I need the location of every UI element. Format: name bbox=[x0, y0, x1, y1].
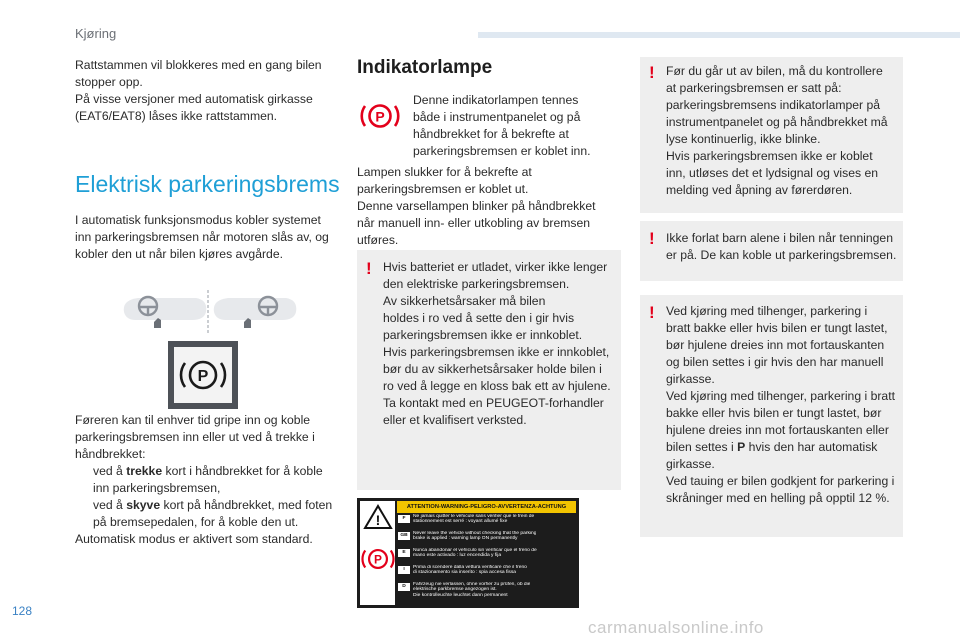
warning-mark-icon: ! bbox=[649, 229, 655, 248]
label-row-i: I Prima di scendere dalla vettura verificare che il freno di stazionamento sia inserito : spia accesa fissa bbox=[398, 565, 576, 582]
svg-text:P: P bbox=[197, 368, 209, 385]
warning-mark-icon: ! bbox=[649, 303, 655, 322]
parking-lamp-icon bbox=[360, 96, 400, 136]
label-row-d: D Fahrzeug nie verlassen, ohne vorher zu prüfen, ob die elektrische parkbremse angezogen ist. Die kontrolleuchte leuchtet dann permanent bbox=[398, 582, 576, 604]
svg-text:P: P bbox=[374, 552, 382, 567]
watermark: carmanualsonline.info bbox=[588, 618, 764, 637]
children-warning-box: ! Ikke forlat barn alene i bilen når tenningen er på. De kan koble ut parkeringsbremsen. bbox=[640, 221, 903, 281]
indicator-title: Indikatorlampe bbox=[357, 57, 493, 78]
warning-mark-icon: ! bbox=[366, 259, 372, 278]
label-row-e: E Nunca abandonar el vehículo sin verificar que el freno de mano este activado : luz encendida y fija bbox=[398, 548, 576, 565]
lamp-description: Denne indikatorlampen tennes både i instrumentpanelet og på håndbrekket for å bekrefte at parkeringsbremsen er koblet inn. bbox=[413, 93, 591, 158]
header-bar bbox=[478, 32, 960, 38]
section-title: Elektrisk parkeringsbrems bbox=[75, 171, 340, 197]
label-row-gb: GB Never leave the vehicle without checking that the parking brake is applied : warning lamp ON permanently bbox=[398, 531, 576, 548]
bullet-push: ved å skyve kort på håndbrekket, med foten bbox=[93, 498, 333, 512]
warning-triangle-icon bbox=[363, 504, 393, 530]
leave-vehicle-warning-box: ! Før du går ut av bilen, må du kontrollere at parkeringsbremsen er satt på: parkeringsbremsens indikatorlamper på instrumentpanelet og på håndbrekket må lyse kontinuerlig, ikke blinke. Hvis parkeringsbremsen ikke er koblet inn, utløses det et lydsignal og vises en melding ved åpning av førerdøren. bbox=[640, 57, 903, 213]
svg-text:!: ! bbox=[375, 512, 381, 528]
steering-wheel-illustration bbox=[118, 288, 300, 338]
label-parking-lamp-icon bbox=[361, 542, 395, 576]
section-header: Kjøring bbox=[75, 26, 117, 41]
label-rows bbox=[398, 514, 576, 605]
trailer-slope-warning-box: ! Ved kjøring med tilhenger, parkering i bratt bakke eller hvis bilen er tungt lastet, bør hjulene dreies inn mot fortauskanten og bilen settes i gir hvis den har manuell girkasse. Ved kjøring med tilhenger, parkering i bratt bakke eller hvis bilen er tungt lastet, bør hjulene dreies inn mot fortauskanten eller bilen settes i P hvis den har automatisk girkasse. Ved tauing er bilen godkjent for parkering i skråninger med en helling på opptil 12 %. bbox=[640, 295, 903, 537]
warning-mark-icon: ! bbox=[649, 63, 655, 82]
lamp-behaviour-text: Lampen slukker for å bekrefte at parkeringsbremsen er koblet ut. Denne varsellampen blinker på håndbrekket når manuell inn- eller utkobling av bremsen utføres. bbox=[357, 165, 596, 247]
svg-text:P: P bbox=[375, 108, 385, 125]
auto-mode-text: I automatisk funksjonsmodus kobler systemet inn parkeringsbremsen når motoren slås av, og kobler den ut når bilen kjøres avgårde. bbox=[75, 213, 329, 261]
parking-brake-icon bbox=[168, 341, 238, 409]
bullet-pull: ved å trekke kort i håndbrekket for å koble bbox=[93, 464, 323, 478]
label-row-f: F Ne jamais quitter le véhicule sans vérifier que le frein de stationnement est serré : voyant allumé fixe bbox=[398, 514, 576, 531]
label-banner: ATTENTION-WARNING-PELIGRO-AVVERTENZA-ACHTUNG bbox=[397, 501, 576, 513]
intro-text: Rattstammen vil blokkeres med en gang bilen stopper opp. På visse versjoner med automatisk girkasse (EAT6/EAT8) låses ikke rattstammen. bbox=[75, 58, 322, 123]
page-number: 128 bbox=[12, 604, 33, 618]
warning-label-sticker bbox=[357, 498, 579, 608]
parking-brake-switch bbox=[168, 341, 238, 409]
manual-operation-text: Føreren kan til enhver tid gripe inn og koble parkeringsbremsen inn eller ut ved å trekke i håndbrekket: ved å trekke kort i håndbrekket for å koble inn parkeringsbremsen, ved å skyve kort på håndbrekket, med foten på bremsepedalen, for å koble den ut. Automatisk modus er aktivert som standard. bbox=[75, 412, 355, 548]
battery-warning-box: ! Hvis batteriet er utladet, virker ikke lenger den elektriske parkeringsbremsen. Av sikkerhetsårsaker må bilen holdes i ro ved å sette den i gir hvis parkeringsbremsen ikke er innkoblet. Hvis parkeringsbremsen ikke er innkoblet, bør du av sikkerhetsårsaker holde bilen i ro ved å legge en kloss bak ett av hjulene. Ta kontakt med en PEUGEOT-forhandler eller et kvalifisert verksted. bbox=[357, 250, 621, 490]
